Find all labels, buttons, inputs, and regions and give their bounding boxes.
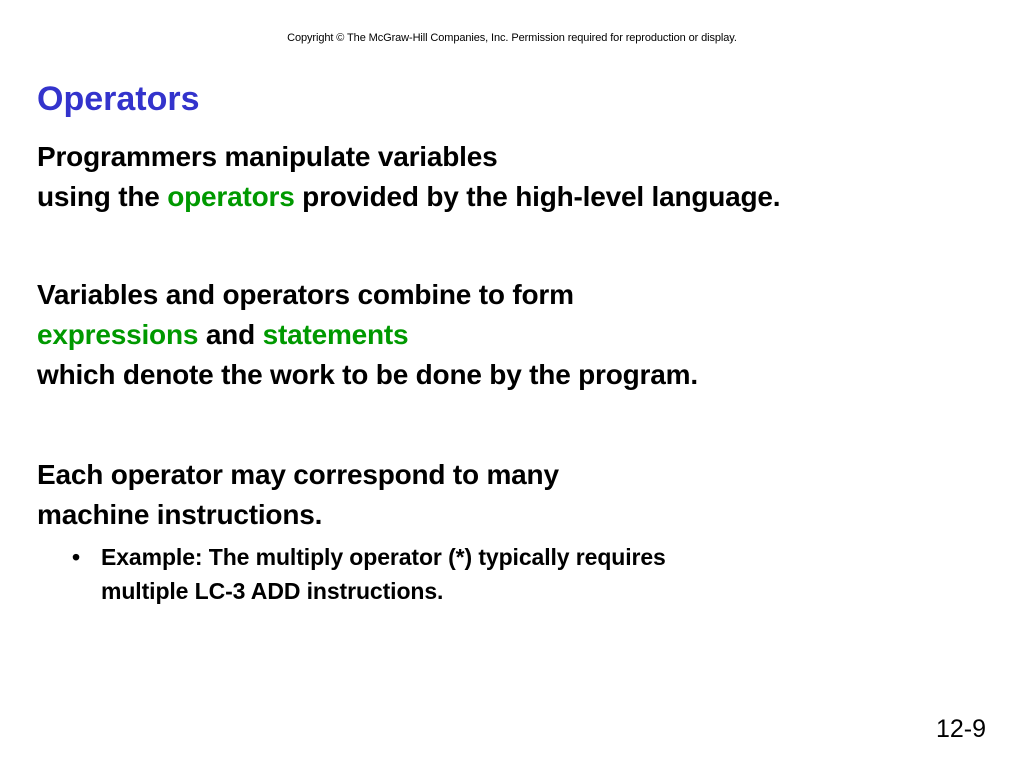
slide-title: Operators — [37, 80, 200, 118]
paragraph-operators — [37, 137, 780, 217]
paragraph-line: Variables and operators combine to form — [37, 279, 574, 310]
paragraph-machine-instructions — [37, 455, 559, 535]
text-segment: ) typically requires — [464, 544, 666, 570]
paragraph-line: machine instructions. — [37, 499, 323, 530]
highlight-term-statements: statements — [262, 319, 409, 350]
text-segment: and — [198, 319, 263, 350]
paragraph-line: Programmers manipulate variables — [37, 141, 498, 172]
bullet-line: multiple LC-3 ADD instructions. — [101, 578, 444, 604]
copyright-notice: Copyright © The McGraw-Hill Companies, Inc. Permission required for reproduction or display. — [287, 32, 737, 44]
paragraph-line — [37, 315, 698, 355]
highlight-term-operators: operators — [167, 181, 295, 212]
multiply-operator-symbol: * — [455, 544, 465, 570]
bullet-icon: • — [72, 544, 80, 570]
bullet-item-example — [72, 540, 666, 608]
text-segment: using the — [37, 181, 168, 212]
bullet-line — [101, 540, 666, 574]
bullet-list — [72, 540, 666, 608]
highlight-term-expressions: expressions — [37, 319, 199, 350]
text-segment: provided by the high-level language. — [294, 181, 781, 212]
paragraph-expressions — [37, 275, 698, 395]
paragraph-line: which denote the work to be done by the program. — [37, 359, 698, 390]
page-number: 12-9 — [935, 715, 986, 743]
paragraph-line: Each operator may correspond to many — [37, 459, 559, 490]
paragraph-line — [37, 177, 780, 217]
text-segment: Example: The multiply operator ( — [101, 544, 456, 570]
